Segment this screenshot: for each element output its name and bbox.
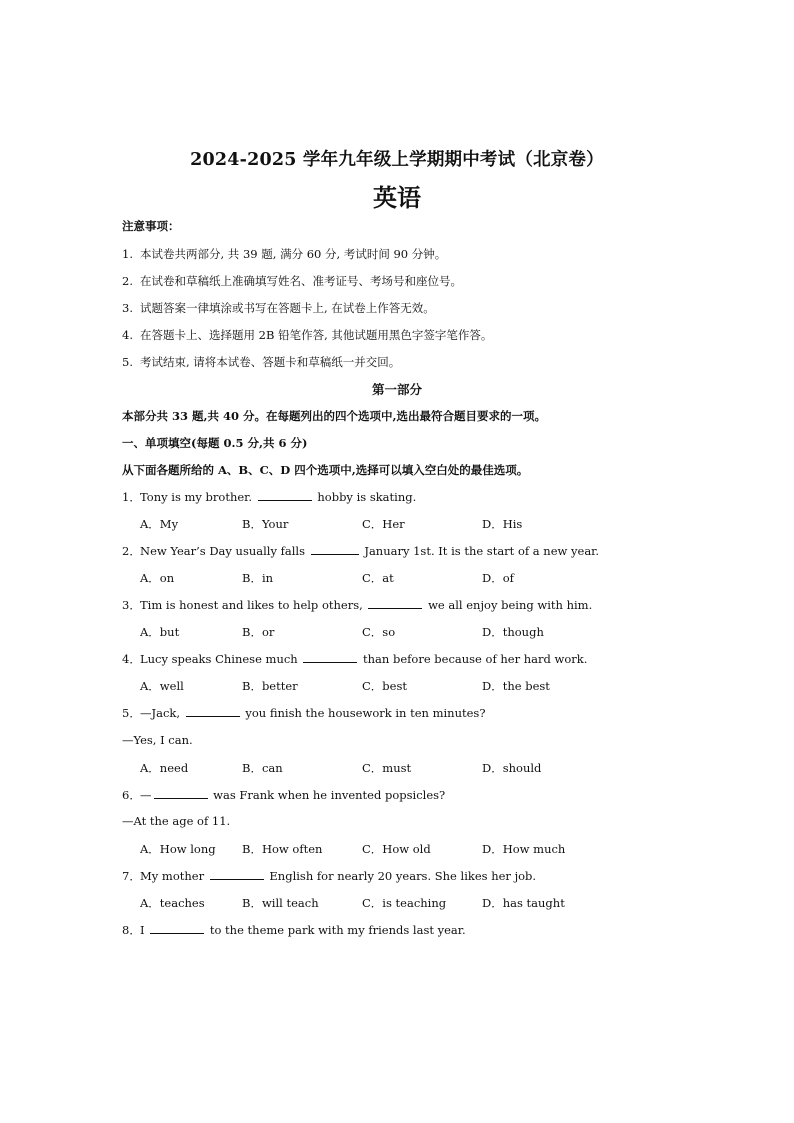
question-8 [122,922,466,938]
question-text-after: was Frank when he invented popsicles? [213,788,446,802]
question-number: 3． [122,598,141,612]
section-title: 一、单项填空(每题 0.5 分,共 6 分) [122,436,308,450]
question-4 [122,651,587,667]
notice-heading: 注意事项： [122,219,180,233]
question-text-before: —Jack, [140,706,181,720]
option-b[interactable]: B．Your [242,517,289,531]
option-b[interactable]: B．in [242,571,274,585]
options-row [140,678,700,694]
question-text-before: Tony is my brother. [140,490,253,504]
option-a[interactable]: A．on [140,571,175,585]
option-d[interactable]: D．should [482,761,542,775]
notice-number: 4. [122,328,133,342]
option-d[interactable]: D．His [482,517,523,531]
notice-text: 考试结束, 请将本试卷、答题卡和草稿纸一并交回。 [140,355,401,369]
notice-number: 2. [122,274,133,288]
option-b[interactable]: B．How often [242,842,323,856]
option-b[interactable]: B．better [242,679,298,693]
answer-blank [258,489,312,501]
question-text-before: Lucy speaks Chinese much [140,652,298,666]
option-b[interactable]: B．will teach [242,896,319,910]
dialogue-reply: —At the age of 11. [122,814,231,828]
notice-item [122,246,446,262]
question-1 [122,489,416,505]
question-number: 4． [122,652,141,666]
options-row [140,760,700,776]
option-c[interactable]: C．best [362,679,407,693]
question-3 [122,597,592,613]
option-c[interactable]: C．at [362,571,394,585]
option-c[interactable]: C．How old [362,842,431,856]
option-d[interactable]: D．the best [482,679,550,693]
part-intro: 本部分共 33 题,共 40 分。在每题列出的四个选项中,选出最符合题目要求的一项。 [122,409,547,423]
notice-item [122,327,492,343]
section-instruction: 从下面各题所给的 A、B、C、D 四个选项中,选择可以填入空白处的最佳选项。 [122,463,529,477]
options-row [140,895,700,911]
question-text-after: you finish the housework in ten minutes? [245,706,486,720]
question-text-after: to the theme park with my friends last year. [209,923,466,937]
option-a[interactable]: A．How long [140,842,216,856]
question-text-before: — [140,788,152,802]
question-text-after: hobby is skating. [317,490,417,504]
question-text-before: New Year’s Day usually falls [140,544,306,558]
option-a[interactable]: A．but [140,625,180,639]
question-number: 8． [122,923,141,937]
options-row [140,624,700,640]
part-title: 第一部分 [371,382,422,397]
answer-blank [150,922,204,934]
option-c[interactable]: C．must [362,761,412,775]
option-a[interactable]: A．well [140,679,184,693]
option-a[interactable]: A．My [140,517,179,531]
answer-blank [368,597,422,609]
answer-blank [303,651,357,663]
question-7 [122,868,536,884]
question-text-after: January 1st. It is the start of a new year. [364,544,600,558]
answer-blank [311,543,359,555]
option-a[interactable]: A．teaches [140,896,205,910]
question-2 [122,543,599,559]
question-text-after: we all enjoy being with him. [428,598,593,612]
question-text-after: than before because of her hard work. [363,652,588,666]
options-row [140,516,700,532]
option-d[interactable]: D．has taught [482,896,565,910]
notice-item [122,300,435,316]
option-c[interactable]: C．is teaching [362,896,447,910]
option-a[interactable]: A．need [140,761,189,775]
notice-number: 1. [122,247,133,261]
options-row [140,570,700,586]
option-d[interactable]: D．of [482,571,514,585]
option-d[interactable]: D．though [482,625,544,639]
notice-number: 5. [122,355,133,369]
notice-text: 本试卷共两部分, 共 39 题, 满分 60 分, 考试时间 90 分钟。 [140,247,447,261]
notice-item [122,273,462,289]
question-number: 7． [122,869,141,883]
notice-text: 试题答案一律填涂或书写在答题卡上, 在试卷上作答无效。 [140,301,435,315]
answer-blank [186,705,240,717]
question-text-after: English for nearly 20 years. She likes her job. [269,869,537,883]
notice-text: 在答题卡上、选择题用 2B 铅笔作答, 其他试题用黑色字签字笔作答。 [140,328,493,342]
question-number: 5． [122,706,141,720]
question-number: 6． [122,788,141,802]
notice-number: 3. [122,301,133,315]
question-text-before: Tim is honest and likes to help others, [140,598,363,612]
question-text-before: My mother [140,869,205,883]
option-c[interactable]: C．so [362,625,396,639]
question-number: 1． [122,490,141,504]
dialogue-reply: —Yes, I can. [122,733,193,747]
question-6 [122,787,445,803]
options-row [140,841,700,857]
answer-blank [210,868,264,880]
question-text-before: I [140,923,145,937]
answer-blank [154,787,208,799]
option-d[interactable]: D．How much [482,842,566,856]
question-number: 2． [122,544,141,558]
notice-text: 在试卷和草稿纸上准确填写姓名、准考证号、考场号和座位号。 [140,274,462,288]
option-b[interactable]: B．can [242,761,283,775]
exam-title: 2024-2025 学年九年级上学期期中考试（北京卷） [190,150,604,170]
question-5 [122,705,486,721]
option-c[interactable]: C．Her [362,517,405,531]
subject-title: 英语 [373,184,421,212]
notice-item [122,354,400,370]
option-b[interactable]: B．or [242,625,275,639]
